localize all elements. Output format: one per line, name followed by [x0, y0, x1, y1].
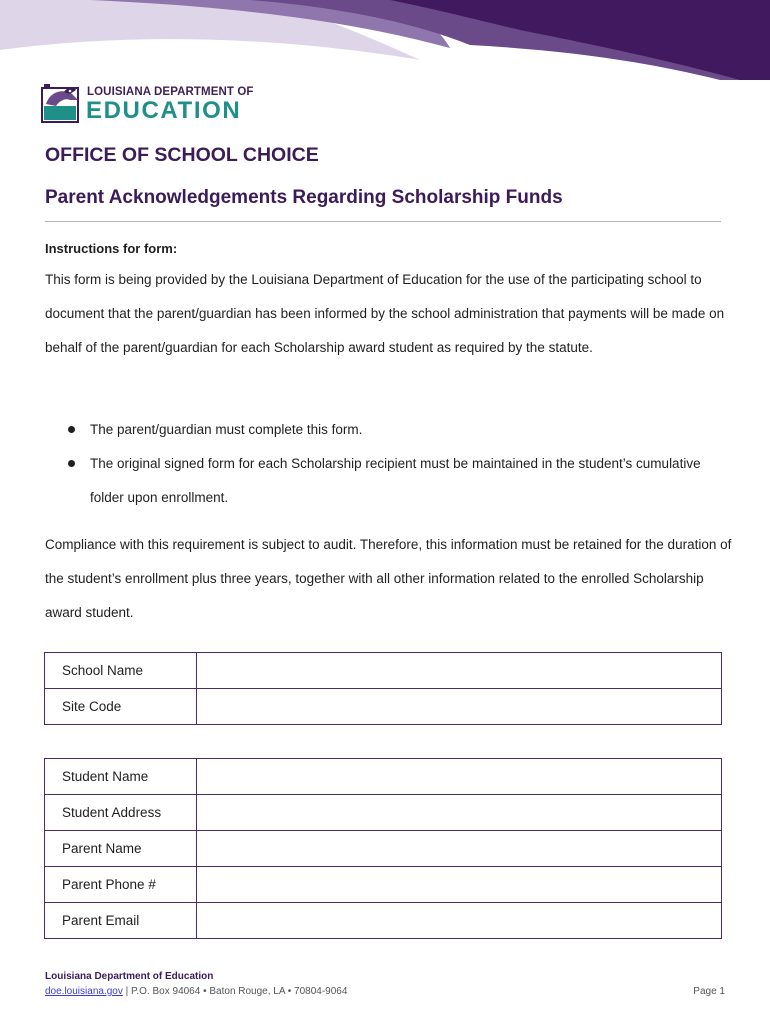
table-row: [45, 689, 722, 725]
parent-phone-field[interactable]: [197, 868, 721, 902]
school-info-table: [44, 652, 722, 725]
bullet-item: [62, 447, 722, 515]
pelican-emblem-icon: [40, 82, 82, 124]
student-address-label: Student Address: [45, 795, 197, 831]
table-row: [45, 653, 722, 689]
org-name-line1: LOUISIANA DEPARTMENT OF: [87, 86, 254, 98]
parent-name-label: Parent Name: [45, 831, 197, 867]
instructions-paragraph: This form is being provided by the Louisiana Department of Education for the use of the participating school to document that the parent/guardian has been informed by the school administration that payments will be made on behalf of the parent/guardian for each Scholarship award student as required by the statute.: [45, 272, 725, 355]
lde-logo: [40, 82, 270, 126]
table-row: [45, 795, 722, 831]
table-row: [45, 867, 722, 903]
footer-website-link[interactable]: doe.louisiana.gov: [45, 986, 123, 997]
title-divider: [45, 221, 721, 222]
bullet-dot-icon: [68, 426, 75, 433]
parent-email-label: Parent Email: [45, 903, 197, 939]
table-row: [45, 903, 722, 939]
footer-org-name: Louisiana Department of Education: [45, 971, 214, 982]
school-name-field[interactable]: [197, 654, 721, 688]
bullet-text: The original signed form for each Scholarship recipient must be maintained in the student’s cumulative folder upon enrollment.: [90, 456, 701, 505]
parent-phone-label: Parent Phone #: [45, 867, 197, 903]
office-heading: OFFICE OF SCHOOL CHOICE: [45, 144, 319, 166]
site-code-label: Site Code: [45, 689, 197, 725]
page-title: Parent Acknowledgements Regarding Scholarship Funds: [45, 187, 563, 208]
table-row: [45, 759, 722, 795]
page-number: Page 1: [693, 986, 725, 997]
bullet-text: The parent/guardian must complete this form.: [90, 422, 363, 437]
table-row: [45, 831, 722, 867]
bullet-dot-icon: [68, 460, 75, 467]
bullet-item: [62, 413, 722, 447]
site-code-field[interactable]: [197, 690, 721, 724]
student-name-label: Student Name: [45, 759, 197, 795]
parent-email-field[interactable]: [197, 904, 721, 938]
parent-name-field[interactable]: [197, 832, 721, 866]
compliance-paragraph: Compliance with this requirement is subject to audit. Therefore, this information must be retained for the duration of the student’s enrollment plus three years, together with all other information related to the enrolled Scholarship award student.: [45, 537, 732, 620]
school-name-label: School Name: [45, 653, 197, 689]
student-info-table: [44, 758, 722, 939]
student-address-field[interactable]: [197, 796, 721, 830]
header-banner: [0, 0, 770, 80]
org-name-line2: EDUCATION: [86, 97, 242, 124]
footer-address: | P.O. Box 94064 • Baton Rouge, LA • 70804-9064: [122, 986, 348, 997]
instructions-heading: Instructions for form:: [45, 241, 178, 256]
instructions-bullet-list: [62, 413, 722, 515]
footer-contact: [45, 986, 347, 997]
student-name-field[interactable]: [197, 760, 721, 794]
